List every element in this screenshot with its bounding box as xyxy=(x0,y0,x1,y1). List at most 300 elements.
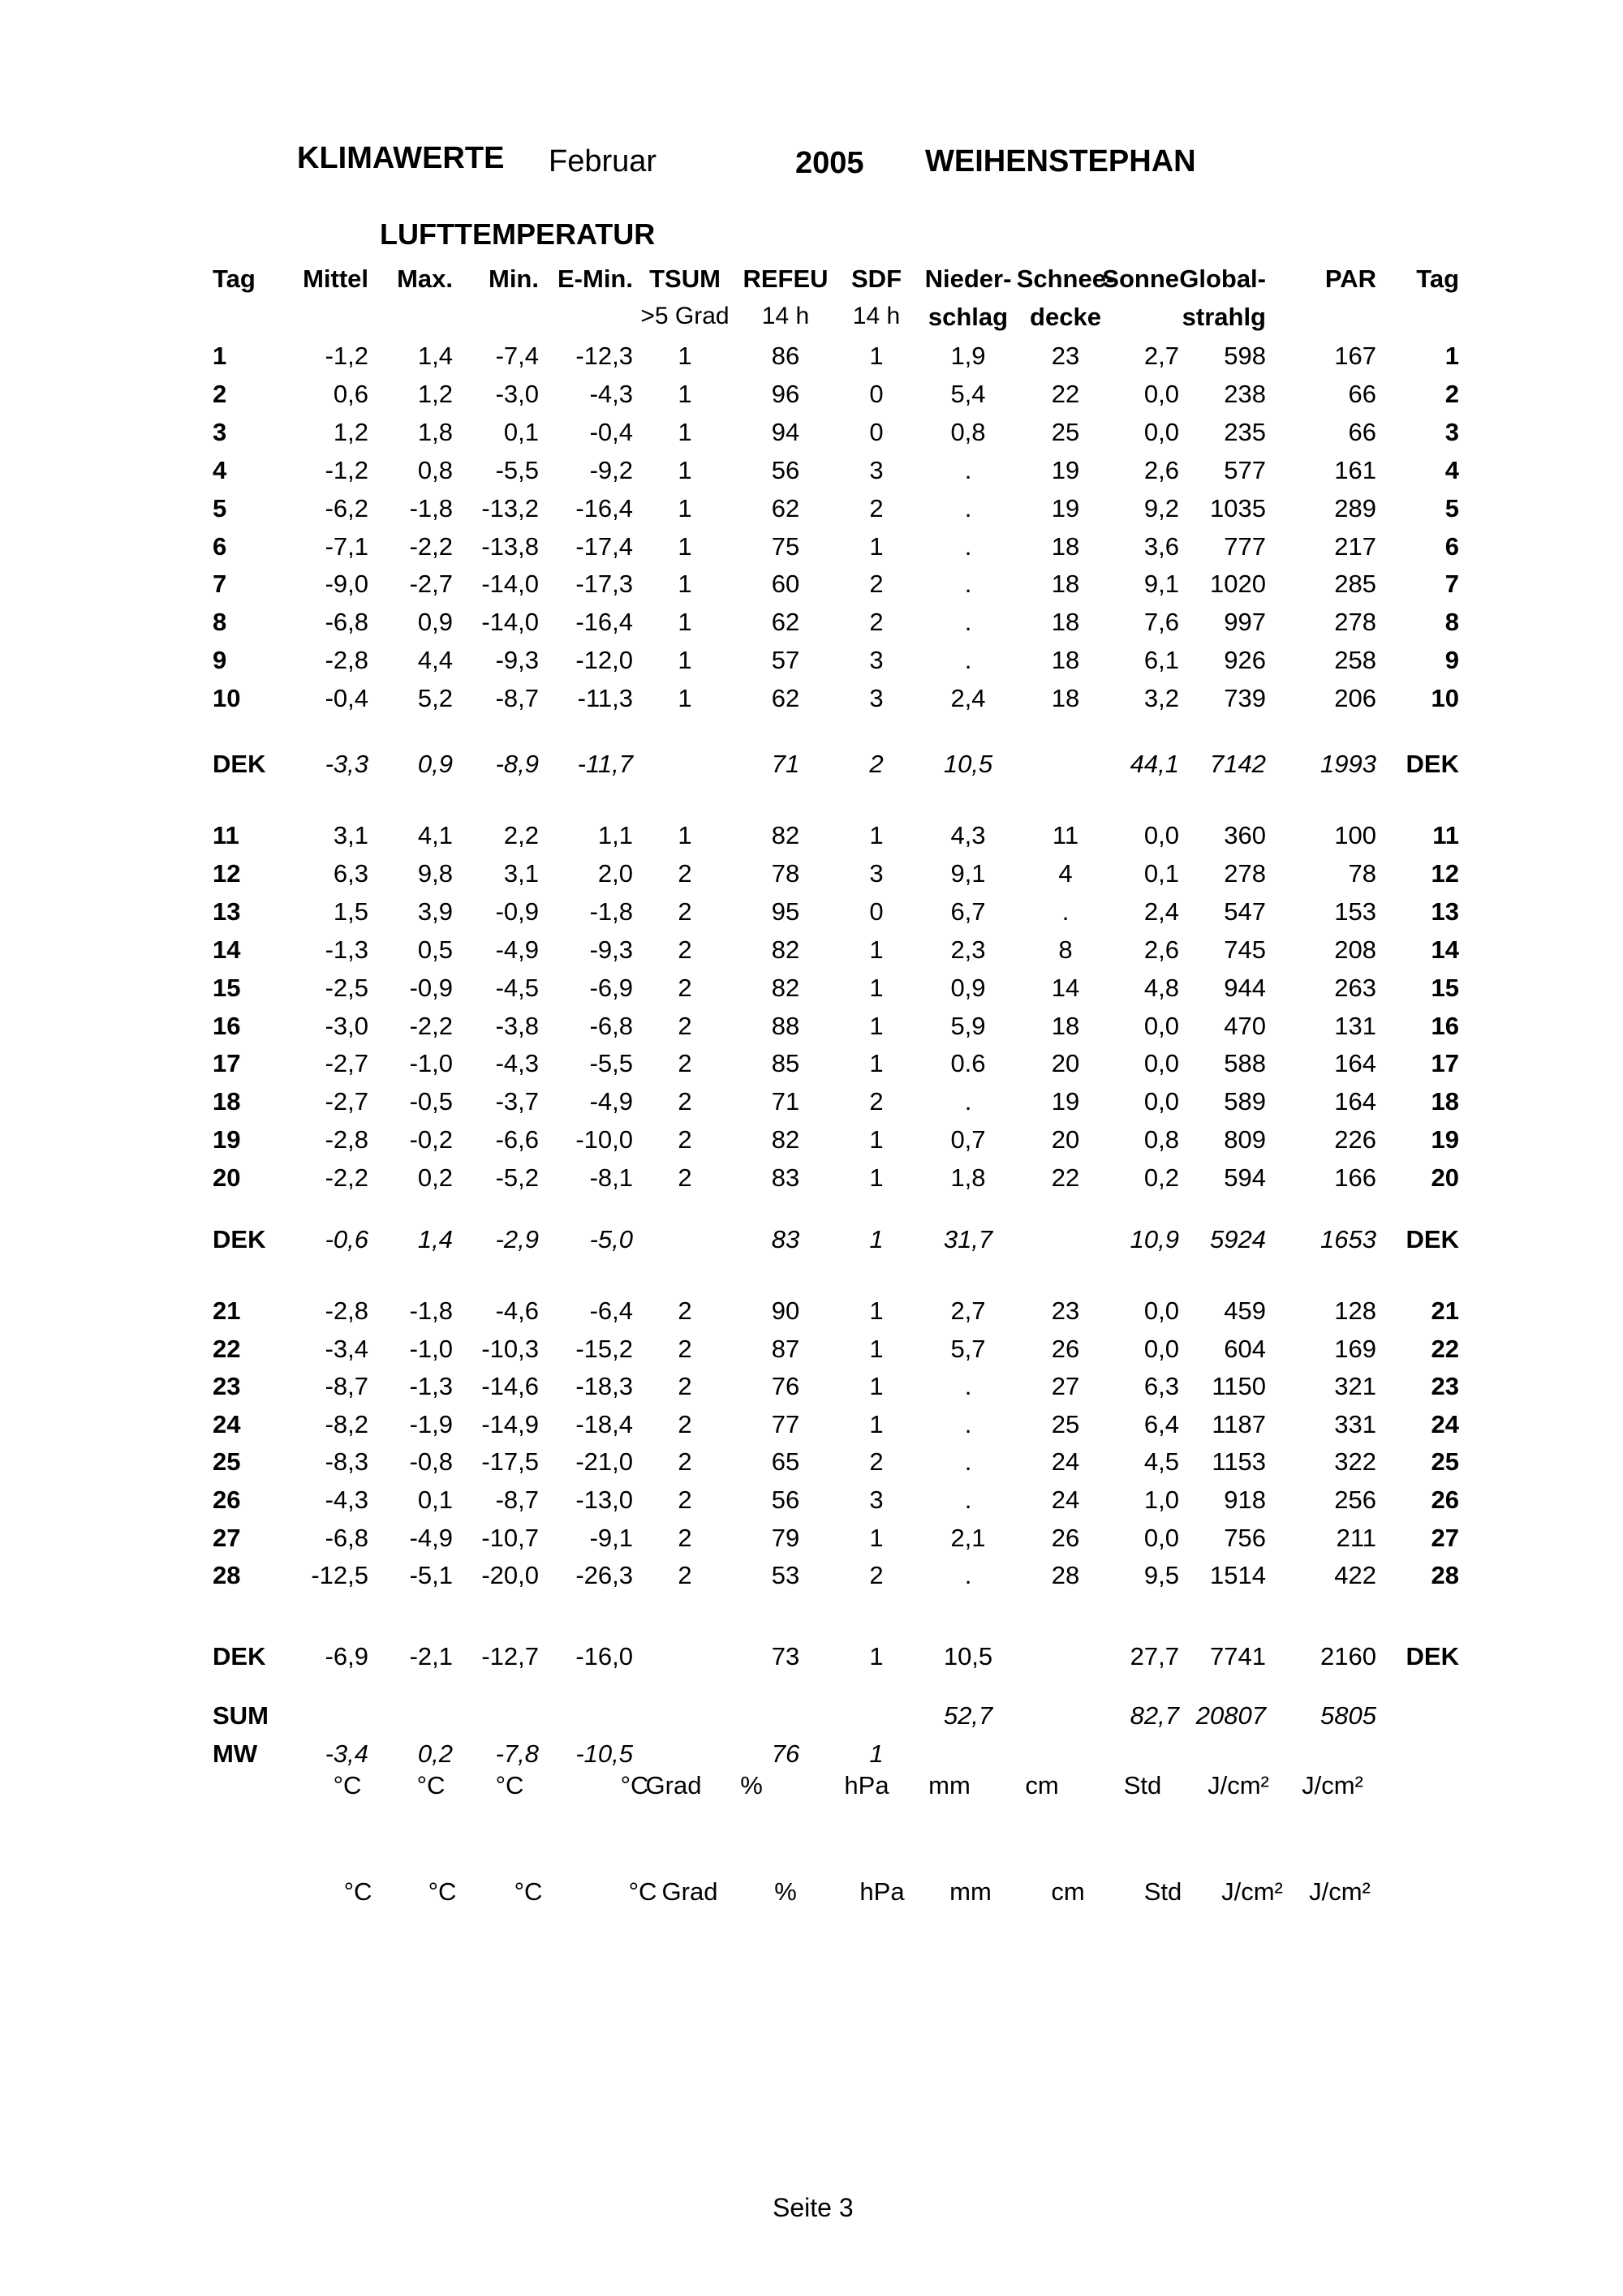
cell-min: -8,9 xyxy=(495,750,539,778)
cell-schneedecke: 26 xyxy=(1051,1524,1080,1552)
row-label: 2 xyxy=(1444,380,1459,408)
cell-e-min: -4,3 xyxy=(589,380,633,408)
cell-globalstrahlung: 745 xyxy=(1224,935,1266,964)
cell-sonne: 1,0 xyxy=(1143,1486,1179,1514)
cell-schneedecke: 18 xyxy=(1051,646,1080,674)
cell-max: -2,1 xyxy=(409,1642,453,1670)
cell-sonne: 0,0 xyxy=(1143,1049,1179,1077)
cell-par: 258 xyxy=(1334,646,1376,674)
cell-e-min: 1,1 xyxy=(597,821,633,849)
cell-refeu: 79 xyxy=(771,1524,800,1552)
row-label: 9 xyxy=(213,646,227,674)
cell-mittel: -3,4 xyxy=(325,1335,368,1363)
cell-tsum: 2 xyxy=(678,859,692,888)
cell-par: 289 xyxy=(1334,494,1376,522)
cell-niederschlag: 9,1 xyxy=(950,859,986,888)
cell-globalstrahlung: 777 xyxy=(1224,532,1266,561)
cell-min: -4,3 xyxy=(495,1049,539,1077)
cell-min: -12,7 xyxy=(481,1642,539,1670)
cell-sdf: 3 xyxy=(869,859,884,888)
cell-schneedecke: 24 xyxy=(1051,1447,1080,1476)
cell-max: 0,9 xyxy=(417,750,453,778)
row-label: 14 xyxy=(1431,935,1459,964)
cell-niederschlag: . xyxy=(964,608,972,636)
cell-mittel: -6,2 xyxy=(325,494,368,522)
report-year: 2005 xyxy=(795,146,864,180)
row-label: 10 xyxy=(1431,684,1459,712)
cell-par: 206 xyxy=(1334,684,1376,712)
cell-schneedecke: 22 xyxy=(1051,380,1080,408)
cell-min: -3,0 xyxy=(495,380,539,408)
cell-tsum: 1 xyxy=(678,418,692,446)
cell-sdf: 1 xyxy=(869,1296,884,1325)
cell-mittel: -2,8 xyxy=(325,1125,368,1154)
cell-niederschlag: . xyxy=(964,1410,972,1438)
cell-mittel: 1,5 xyxy=(333,897,368,926)
cell-max: 0,2 xyxy=(417,1163,453,1192)
cell-e-min: -4,9 xyxy=(589,1087,633,1116)
cell-globalstrahlung: 1020 xyxy=(1210,570,1266,598)
row-label: 12 xyxy=(213,859,241,888)
cell-min: -5,2 xyxy=(495,1163,539,1192)
cell-e-min: 2,0 xyxy=(597,859,633,888)
cell-mittel: -0,4 xyxy=(325,684,368,712)
unit-label: °C xyxy=(416,1771,446,1799)
row-label: DEK xyxy=(213,750,266,778)
cell-mittel: 1,2 xyxy=(333,418,368,446)
cell-refeu: 94 xyxy=(771,418,800,446)
row-label: 26 xyxy=(1431,1486,1459,1514)
cell-refeu: 95 xyxy=(771,897,800,926)
cell-sonne: 0,1 xyxy=(1143,859,1179,888)
cell-sdf: 1 xyxy=(869,1739,884,1768)
cell-sdf: 0 xyxy=(869,380,884,408)
cell-mittel: -1,2 xyxy=(325,342,368,370)
cell-max: 4,4 xyxy=(417,646,453,674)
cell-min: 3,1 xyxy=(503,859,539,888)
cell-max: -1,0 xyxy=(409,1335,453,1363)
cell-sonne: 9,2 xyxy=(1143,494,1179,522)
cell-refeu: 83 xyxy=(771,1225,800,1253)
row-label: 5 xyxy=(213,494,227,522)
cell-refeu: 62 xyxy=(771,494,800,522)
row-label: 14 xyxy=(213,935,241,964)
cell-e-min: -10,5 xyxy=(575,1739,633,1768)
cell-par: 1993 xyxy=(1320,750,1376,778)
cell-sdf: 2 xyxy=(869,750,884,778)
cell-e-min: -6,9 xyxy=(589,974,633,1002)
cell-par: 322 xyxy=(1334,1447,1376,1476)
cell-globalstrahlung: 809 xyxy=(1224,1125,1266,1154)
cell-tsum: 1 xyxy=(678,380,692,408)
cell-niederschlag: 5,9 xyxy=(950,1012,986,1040)
col-subheader-tsum: >5 Grad xyxy=(640,303,730,329)
cell-refeu: 83 xyxy=(771,1163,800,1192)
cell-sdf: 3 xyxy=(869,1486,884,1514)
cell-sdf: 3 xyxy=(869,684,884,712)
cell-schneedecke: 20 xyxy=(1051,1049,1080,1077)
cell-sonne: 4,8 xyxy=(1143,974,1179,1002)
row-label: 1 xyxy=(1444,342,1459,370)
cell-sonne: 0,8 xyxy=(1143,1125,1179,1154)
cell-mittel: 0,6 xyxy=(333,380,368,408)
row-label: 21 xyxy=(213,1296,241,1325)
cell-par: 208 xyxy=(1334,935,1376,964)
cell-e-min: -15,2 xyxy=(575,1335,633,1363)
cell-sonne: 44,1 xyxy=(1130,750,1179,778)
cell-par: 128 xyxy=(1334,1296,1376,1325)
cell-par: 422 xyxy=(1334,1561,1376,1589)
cell-sdf: 1 xyxy=(869,1642,884,1670)
cell-sonne: 0,0 xyxy=(1143,821,1179,849)
cell-e-min: -18,3 xyxy=(575,1372,633,1400)
row-label: 26 xyxy=(213,1486,241,1514)
row-label: DEK xyxy=(213,1642,266,1670)
cell-min: -4,6 xyxy=(495,1296,539,1325)
cell-globalstrahlung: 238 xyxy=(1224,380,1266,408)
cell-sdf: 2 xyxy=(869,608,884,636)
cell-min: -7,4 xyxy=(495,342,539,370)
cell-globalstrahlung: 470 xyxy=(1224,1012,1266,1040)
cell-max: -1,0 xyxy=(409,1049,453,1077)
unit-label: cm xyxy=(1025,1771,1059,1799)
row-label: 18 xyxy=(213,1087,241,1116)
row-label: 11 xyxy=(1432,821,1459,849)
row-label: 19 xyxy=(213,1125,241,1154)
cell-mittel: -1,2 xyxy=(325,456,368,484)
unit-label: hPa xyxy=(844,1771,889,1799)
cell-sdf: 1 xyxy=(869,1225,884,1253)
cell-e-min: -0,4 xyxy=(589,418,633,446)
cell-niederschlag: 2,4 xyxy=(950,684,986,712)
cell-schneedecke: 25 xyxy=(1051,418,1080,446)
cell-sonne: 0,0 xyxy=(1143,380,1179,408)
cell-sdf: 1 xyxy=(869,974,884,1002)
cell-niederschlag: . xyxy=(964,494,972,522)
cell-sdf: 1 xyxy=(869,1524,884,1552)
cell-sdf: 2 xyxy=(869,1561,884,1589)
row-label: 24 xyxy=(1431,1410,1459,1438)
cell-globalstrahlung: 739 xyxy=(1224,684,1266,712)
cell-sonne: 0,0 xyxy=(1143,1012,1179,1040)
unit-label: hPa xyxy=(859,1877,905,1906)
row-label: 15 xyxy=(1431,974,1459,1002)
row-label: 28 xyxy=(213,1561,241,1589)
cell-refeu: 71 xyxy=(771,750,800,778)
row-label: 20 xyxy=(1431,1163,1459,1192)
cell-refeu: 85 xyxy=(771,1049,800,1077)
unit-label: % xyxy=(774,1877,797,1906)
unit-label: J/cm² xyxy=(1302,1771,1363,1799)
row-label: 4 xyxy=(1444,456,1459,484)
cell-schneedecke: 18 xyxy=(1051,684,1080,712)
unit-label: °C xyxy=(620,1771,649,1799)
cell-max: 9,8 xyxy=(417,859,453,888)
cell-tsum: 2 xyxy=(678,1163,692,1192)
cell-mittel: -2,7 xyxy=(325,1049,368,1077)
cell-max: 0,8 xyxy=(417,456,453,484)
row-label: DEK xyxy=(1406,1225,1459,1253)
cell-niederschlag: . xyxy=(964,646,972,674)
cell-tsum: 1 xyxy=(678,646,692,674)
row-label: 7 xyxy=(1444,570,1459,598)
cell-mittel: -2,7 xyxy=(325,1087,368,1116)
unit-label: mm xyxy=(928,1771,971,1799)
cell-tsum: 2 xyxy=(678,1125,692,1154)
cell-sonne: 6,1 xyxy=(1143,646,1179,674)
unit-label: °C xyxy=(428,1877,457,1906)
cell-par: 285 xyxy=(1334,570,1376,598)
cell-sonne: 0,0 xyxy=(1143,1087,1179,1116)
cell-sonne: 7,6 xyxy=(1143,608,1179,636)
cell-schneedecke: . xyxy=(1061,897,1070,926)
row-label: 8 xyxy=(213,608,227,636)
cell-e-min: -26,3 xyxy=(575,1561,633,1589)
row-label: 7 xyxy=(213,570,227,598)
cell-max: 4,1 xyxy=(417,821,453,849)
cell-sonne: 9,5 xyxy=(1143,1561,1179,1589)
unit-label: °C xyxy=(628,1877,657,1906)
cell-tsum: 1 xyxy=(678,608,692,636)
cell-tsum: 2 xyxy=(678,1049,692,1077)
row-label: 13 xyxy=(213,897,241,926)
col-header-tag: Tag xyxy=(213,264,256,293)
cell-sdf: 1 xyxy=(869,532,884,561)
unit-label: mm xyxy=(949,1877,992,1906)
cell-globalstrahlung: 459 xyxy=(1224,1296,1266,1325)
cell-refeu: 62 xyxy=(771,684,800,712)
col-header-globalstrahlung: Global- xyxy=(1179,264,1266,293)
cell-e-min: -12,3 xyxy=(575,342,633,370)
cell-par: 217 xyxy=(1334,532,1376,561)
cell-sonne: 2,6 xyxy=(1143,456,1179,484)
cell-par: 169 xyxy=(1334,1335,1376,1363)
cell-schneedecke: 19 xyxy=(1051,456,1080,484)
cell-globalstrahlung: 598 xyxy=(1224,342,1266,370)
cell-min: -2,9 xyxy=(495,1225,539,1253)
col-subheader-niederschlag: schlag xyxy=(928,303,1009,331)
cell-par: 164 xyxy=(1334,1087,1376,1116)
row-label: 3 xyxy=(213,418,227,446)
cell-sdf: 1 xyxy=(869,1012,884,1040)
cell-mittel: -8,2 xyxy=(325,1410,368,1438)
cell-max: -1,9 xyxy=(409,1410,453,1438)
cell-par: 256 xyxy=(1334,1486,1376,1514)
cell-min: -20,0 xyxy=(481,1561,539,1589)
cell-schneedecke: 26 xyxy=(1051,1335,1080,1363)
cell-sonne: 6,3 xyxy=(1143,1372,1179,1400)
cell-globalstrahlung: 7142 xyxy=(1210,750,1266,778)
cell-niederschlag: 1,8 xyxy=(950,1163,986,1192)
cell-par: 167 xyxy=(1334,342,1376,370)
col-header-par: PAR xyxy=(1324,264,1376,293)
row-label: 8 xyxy=(1444,608,1459,636)
row-label: DEK xyxy=(213,1225,266,1253)
cell-globalstrahlung: 1035 xyxy=(1210,494,1266,522)
cell-tsum: 2 xyxy=(678,1335,692,1363)
row-label: MW xyxy=(213,1739,258,1768)
row-label: 12 xyxy=(1431,859,1459,888)
cell-niederschlag: . xyxy=(964,1372,972,1400)
cell-par: 66 xyxy=(1348,418,1376,446)
cell-sonne: 6,4 xyxy=(1143,1410,1179,1438)
cell-sonne: 82,7 xyxy=(1130,1701,1179,1730)
cell-globalstrahlung: 1153 xyxy=(1212,1447,1266,1476)
cell-mittel: -4,3 xyxy=(325,1486,368,1514)
cell-sdf: 1 xyxy=(869,1125,884,1154)
cell-mittel: -3,0 xyxy=(325,1012,368,1040)
cell-mittel: -3,3 xyxy=(325,750,368,778)
cell-min: -4,5 xyxy=(495,974,539,1002)
cell-mittel: -12,5 xyxy=(311,1561,368,1589)
cell-globalstrahlung: 547 xyxy=(1224,897,1266,926)
cell-niederschlag: 10,5 xyxy=(943,750,993,778)
col-header-refeu: REFEU xyxy=(743,264,829,293)
cell-tsum: 1 xyxy=(678,821,692,849)
cell-globalstrahlung: 997 xyxy=(1224,608,1266,636)
cell-refeu: 76 xyxy=(771,1372,800,1400)
col-header-schneedecke: Schnee- xyxy=(1016,264,1115,293)
cell-tsum: 2 xyxy=(678,1372,692,1400)
cell-e-min: -10,0 xyxy=(575,1125,633,1154)
cell-min: -17,5 xyxy=(481,1447,539,1476)
col-subheader-sdf: 14 h xyxy=(852,303,901,329)
cell-sdf: 1 xyxy=(869,1163,884,1192)
cell-e-min: -16,4 xyxy=(575,494,633,522)
cell-refeu: 82 xyxy=(771,1125,800,1154)
cell-min: 0,1 xyxy=(503,418,539,446)
row-label: 17 xyxy=(213,1049,241,1077)
cell-e-min: -1,8 xyxy=(589,897,633,926)
cell-globalstrahlung: 235 xyxy=(1224,418,1266,446)
cell-niederschlag: 31,7 xyxy=(943,1225,993,1253)
report-month: Februar xyxy=(549,144,657,178)
cell-e-min: -17,3 xyxy=(575,570,633,598)
row-label: 9 xyxy=(1444,646,1459,674)
cell-e-min: -16,0 xyxy=(575,1642,633,1670)
cell-refeu: 87 xyxy=(771,1335,800,1363)
cell-globalstrahlung: 1187 xyxy=(1212,1410,1266,1438)
cell-mittel: -2,2 xyxy=(325,1163,368,1192)
cell-globalstrahlung: 944 xyxy=(1224,974,1266,1002)
cell-min: -3,7 xyxy=(495,1087,539,1116)
cell-sdf: 3 xyxy=(869,456,884,484)
cell-par: 131 xyxy=(1334,1012,1376,1040)
cell-par: 161 xyxy=(1334,456,1376,484)
cell-max: 0,5 xyxy=(417,935,453,964)
row-label: 24 xyxy=(213,1410,241,1438)
cell-min: -13,8 xyxy=(481,532,539,561)
cell-min: -14,0 xyxy=(481,570,539,598)
cell-schneedecke: 8 xyxy=(1058,935,1073,964)
cell-schneedecke: 18 xyxy=(1051,1012,1080,1040)
cell-niederschlag: 4,3 xyxy=(950,821,986,849)
cell-refeu: 96 xyxy=(771,380,800,408)
cell-min: -7,8 xyxy=(495,1739,539,1768)
cell-globalstrahlung: 278 xyxy=(1224,859,1266,888)
cell-min: -13,2 xyxy=(481,494,539,522)
cell-sdf: 1 xyxy=(869,821,884,849)
cell-globalstrahlung: 594 xyxy=(1224,1163,1266,1192)
row-label: 27 xyxy=(1431,1524,1459,1552)
cell-sdf: 2 xyxy=(869,570,884,598)
report-title: KLIMAWERTE xyxy=(297,141,505,175)
cell-refeu: 73 xyxy=(771,1642,800,1670)
cell-max: 0,2 xyxy=(417,1739,453,1768)
cell-mittel: -1,3 xyxy=(325,935,368,964)
row-label: 20 xyxy=(213,1163,241,1192)
cell-niederschlag: 0.6 xyxy=(950,1049,986,1077)
row-label: 1 xyxy=(213,342,227,370)
cell-schneedecke: 23 xyxy=(1051,1296,1080,1325)
cell-min: -14,9 xyxy=(481,1410,539,1438)
cell-e-min: -9,1 xyxy=(589,1524,633,1552)
cell-schneedecke: 24 xyxy=(1051,1486,1080,1514)
row-label: 4 xyxy=(213,456,227,484)
cell-e-min: -5,5 xyxy=(589,1049,633,1077)
cell-niederschlag: . xyxy=(964,532,972,561)
cell-niederschlag: . xyxy=(964,1447,972,1476)
cell-globalstrahlung: 604 xyxy=(1224,1335,1266,1363)
row-label: 22 xyxy=(1431,1335,1459,1363)
section-title: LUFTTEMPERATUR xyxy=(380,217,656,251)
cell-e-min: -9,2 xyxy=(589,456,633,484)
cell-e-min: -17,4 xyxy=(575,532,633,561)
cell-schneedecke: 27 xyxy=(1051,1372,1080,1400)
cell-max: -2,7 xyxy=(409,570,453,598)
cell-globalstrahlung: 756 xyxy=(1224,1524,1266,1552)
row-label: 22 xyxy=(213,1335,241,1363)
cell-mittel: -2,5 xyxy=(325,974,368,1002)
cell-sdf: 1 xyxy=(869,1410,884,1438)
row-label: 25 xyxy=(213,1447,241,1476)
cell-globalstrahlung: 577 xyxy=(1224,456,1266,484)
cell-mittel: -2,8 xyxy=(325,646,368,674)
cell-par: 211 xyxy=(1336,1524,1376,1552)
cell-sdf: 0 xyxy=(869,897,884,926)
col-header-min: Min. xyxy=(489,264,539,293)
cell-tsum: 1 xyxy=(678,532,692,561)
unit-label: Std xyxy=(1143,1877,1182,1906)
cell-max: -2,2 xyxy=(409,1012,453,1040)
unit-label: J/cm² xyxy=(1309,1877,1371,1906)
row-label: DEK xyxy=(1406,750,1459,778)
cell-mittel: -6,9 xyxy=(325,1642,368,1670)
cell-par: 226 xyxy=(1334,1125,1376,1154)
cell-refeu: 71 xyxy=(771,1087,800,1116)
cell-globalstrahlung: 589 xyxy=(1224,1087,1266,1116)
cell-sdf: 1 xyxy=(869,1372,884,1400)
cell-par: 331 xyxy=(1334,1410,1376,1438)
cell-tsum: 2 xyxy=(678,897,692,926)
cell-refeu: 82 xyxy=(771,821,800,849)
cell-niederschlag: 2,7 xyxy=(950,1296,986,1325)
cell-max: -0,5 xyxy=(409,1087,453,1116)
cell-par: 153 xyxy=(1334,897,1376,926)
cell-par: 263 xyxy=(1334,974,1376,1002)
cell-refeu: 86 xyxy=(771,342,800,370)
cell-par: 164 xyxy=(1334,1049,1376,1077)
cell-schneedecke: 18 xyxy=(1051,608,1080,636)
cell-niederschlag: 1,9 xyxy=(950,342,986,370)
cell-min: -6,6 xyxy=(495,1125,539,1154)
cell-sonne: 10,9 xyxy=(1130,1225,1179,1253)
cell-max: -1,8 xyxy=(409,1296,453,1325)
cell-niederschlag: 0,8 xyxy=(950,418,986,446)
cell-e-min: -11,3 xyxy=(577,684,633,712)
row-label: 28 xyxy=(1431,1561,1459,1589)
row-label: DEK xyxy=(1406,1642,1459,1670)
